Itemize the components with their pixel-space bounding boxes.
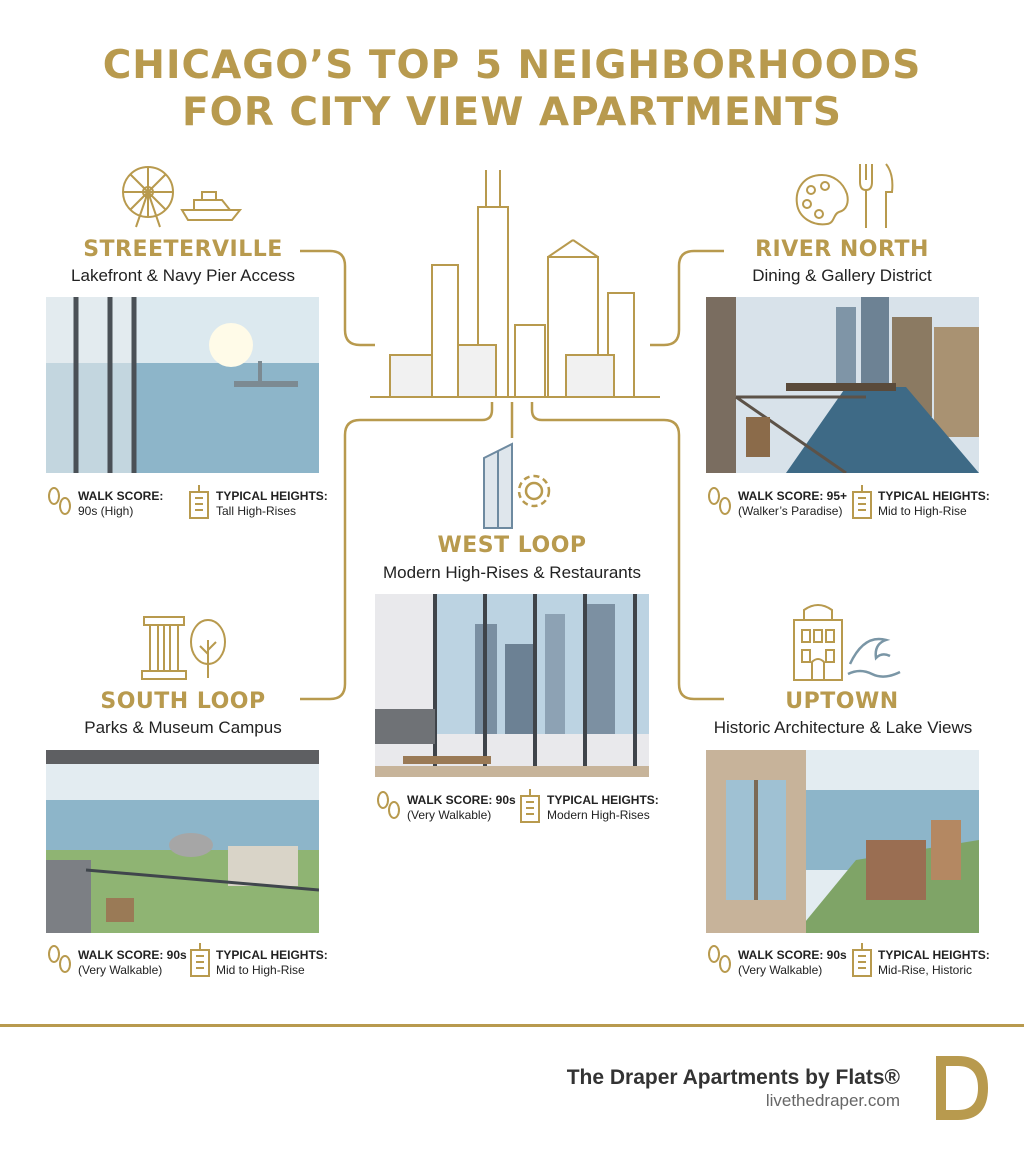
ferris-wheel-icon [118,160,178,230]
streeterville-walk-score [78,489,163,519]
historic-building-icon [790,600,846,682]
footer-brand-name: The Draper Apartments by Flats® [566,1066,900,1089]
skyscraper-icon [478,440,518,530]
west-loop-typical-heights [547,793,659,823]
west-loop-living-room-photo [375,594,649,777]
page-title-line-2: FOR CITY VIEW APARTMENTS [182,90,842,135]
uptown-walk-score [738,948,847,978]
chicago-skyline-illustration [370,165,660,405]
uptown-walk-icon [706,944,732,976]
walk-score-value: (Very Walkable) [78,963,163,977]
uptown-subtitle: Historic Architecture & Lake Views [713,718,973,737]
typical-heights-value: Mid to High-Rise [878,504,967,518]
typical-heights-value: Modern High-Rises [547,808,650,822]
uptown-lake-view-photo [706,750,979,933]
page-title-line-1: CHICAGO’S TOP 5 NEIGHBORHOODS [102,43,922,88]
south-loop-subtitle: Parks & Museum Campus [84,718,282,737]
draper-logo [930,1052,994,1124]
streeterville-height-icon [187,484,211,520]
typical-heights-value: Mid-Rise, Historic [878,963,973,977]
river-north-balcony-photo [706,297,979,473]
walk-score-value: (Walker’s Paradise) [738,504,843,518]
west-loop-height-icon [518,788,542,824]
uptown-name: UPTOWN [785,689,899,714]
walk-score-value: (Very Walkable) [407,808,492,822]
footer-divider [0,1024,1024,1027]
streeterville-typical-heights [216,489,328,519]
west-loop-walk-icon [375,790,401,822]
river-north-name: RIVER NORTH [755,237,929,262]
walk-score-label: WALK SCORE: 95+ [738,489,848,503]
typical-heights-label: TYPICAL HEIGHTS: [547,793,659,807]
river-north-walk-score [738,489,847,519]
streeterville-name: STREETERVILLE [83,237,283,262]
river-north-subtitle: Dining & Gallery District [752,266,932,285]
walk-score-label: WALK SCORE: [78,489,164,503]
streeterville-subtitle: Lakefront & Navy Pier Access [71,266,295,285]
typical-heights-label: TYPICAL HEIGHTS: [216,489,328,503]
typical-heights-label: TYPICAL HEIGHTS: [216,948,328,962]
tree-icon [188,618,228,680]
south-loop-name: SOUTH LOOP [100,689,266,714]
south-loop-museum-campus-photo [46,750,319,933]
south-loop-height-icon [188,942,212,978]
walk-score-value: 90s (High) [78,504,134,518]
streeterville-lakefront-photo [46,297,319,473]
river-north-typical-heights [878,489,990,519]
typical-heights-value: Tall High-Rises [216,504,297,518]
typical-heights-label: TYPICAL HEIGHTS: [878,948,990,962]
south-loop-walk-score [78,948,187,978]
south-loop-typical-heights [216,948,328,978]
west-loop-name: WEST LOOP [437,533,587,558]
streeterville-walk-icon [46,486,72,518]
walk-score-value: (Very Walkable) [738,963,823,977]
column-icon [140,615,188,681]
fork-knife-icon [856,162,896,230]
palette-icon [793,172,851,228]
uptown-typical-heights [878,948,990,978]
boat-icon [180,186,242,224]
footer-website-link[interactable]: livethedraper.com [765,1091,900,1110]
gear-icon [513,470,555,512]
uptown-height-icon [850,942,874,978]
south-loop-walk-icon [46,944,72,976]
wave-icon [846,630,902,680]
typical-heights-value: Mid to High-Rise [216,963,305,977]
west-loop-subtitle: Modern High-Rises & Restaurants [383,563,641,582]
west-loop-walk-score [407,793,516,823]
river-north-height-icon [850,484,874,520]
walk-score-label: WALK SCORE: 90s [78,948,187,962]
walk-score-label: WALK SCORE: 90s [407,793,516,807]
river-north-walk-icon [706,486,732,518]
typical-heights-label: TYPICAL HEIGHTS: [878,489,990,503]
walk-score-label: WALK SCORE: 90s [738,948,847,962]
